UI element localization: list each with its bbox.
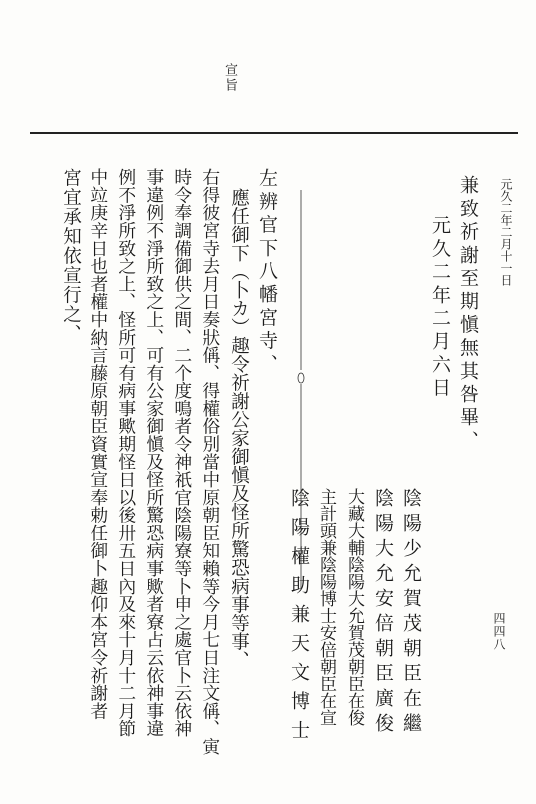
- right-doc-line: 主計頭兼陰陽博士安倍朝臣在宣: [316, 488, 336, 726]
- left-doc-line: 時令奉調備御供之間、二个度鳴者令神祇官陰陽寮等卜申之處官卜云依神: [171, 168, 193, 738]
- left-doc-line: 右得彼宮寺去月日奏狀偁、得權俗別當中原朝臣知賴等今月七日注文偁、寅: [199, 168, 221, 756]
- left-doc-line: 應任御下（卜カ）趣令祈謝公家御愼及怪所驚恐病事等事、: [228, 188, 250, 669]
- running-head: 宣旨: [222, 63, 237, 93]
- left-doc-line: 例不淨所致之上、怪所可有病事歟期怪日以後卅五日內及來十月十二月節: [115, 168, 137, 738]
- right-doc-line: 陰陽少允賀茂朝臣在繼: [400, 488, 422, 738]
- left-doc-line: 左辨官下八幡宮寺、: [256, 168, 278, 377]
- right-doc-line: 兼致祈謝至期愼無其咎畢、: [457, 175, 479, 454]
- date-header: 元久二年二月十一日: [499, 178, 513, 286]
- left-doc-line: 事違例不淨所致之上、可有公家御愼及怪所驚恐病事歟者寮占云依神事違: [143, 168, 165, 738]
- section-divider: [291, 190, 311, 590]
- right-doc-line: 元久二年二月六日: [429, 215, 451, 401]
- right-doc-line: 陰陽權助兼天文博士: [288, 488, 310, 749]
- top-rule: [30, 132, 518, 134]
- left-doc-line: 中竝庚辛日也者權中納言藤原朝臣資實宣奉勅任御卜趣仰本宮令祈謝者: [87, 168, 109, 720]
- right-doc-line: 陰陽大允安倍朝臣廣俊: [372, 488, 394, 738]
- right-doc-line: 大藏大輔陰陽大允賀茂朝臣在俊: [344, 488, 364, 726]
- page-number: 四四八: [492, 612, 506, 651]
- left-doc-line: 宮宜承知依宣行之、: [60, 168, 82, 344]
